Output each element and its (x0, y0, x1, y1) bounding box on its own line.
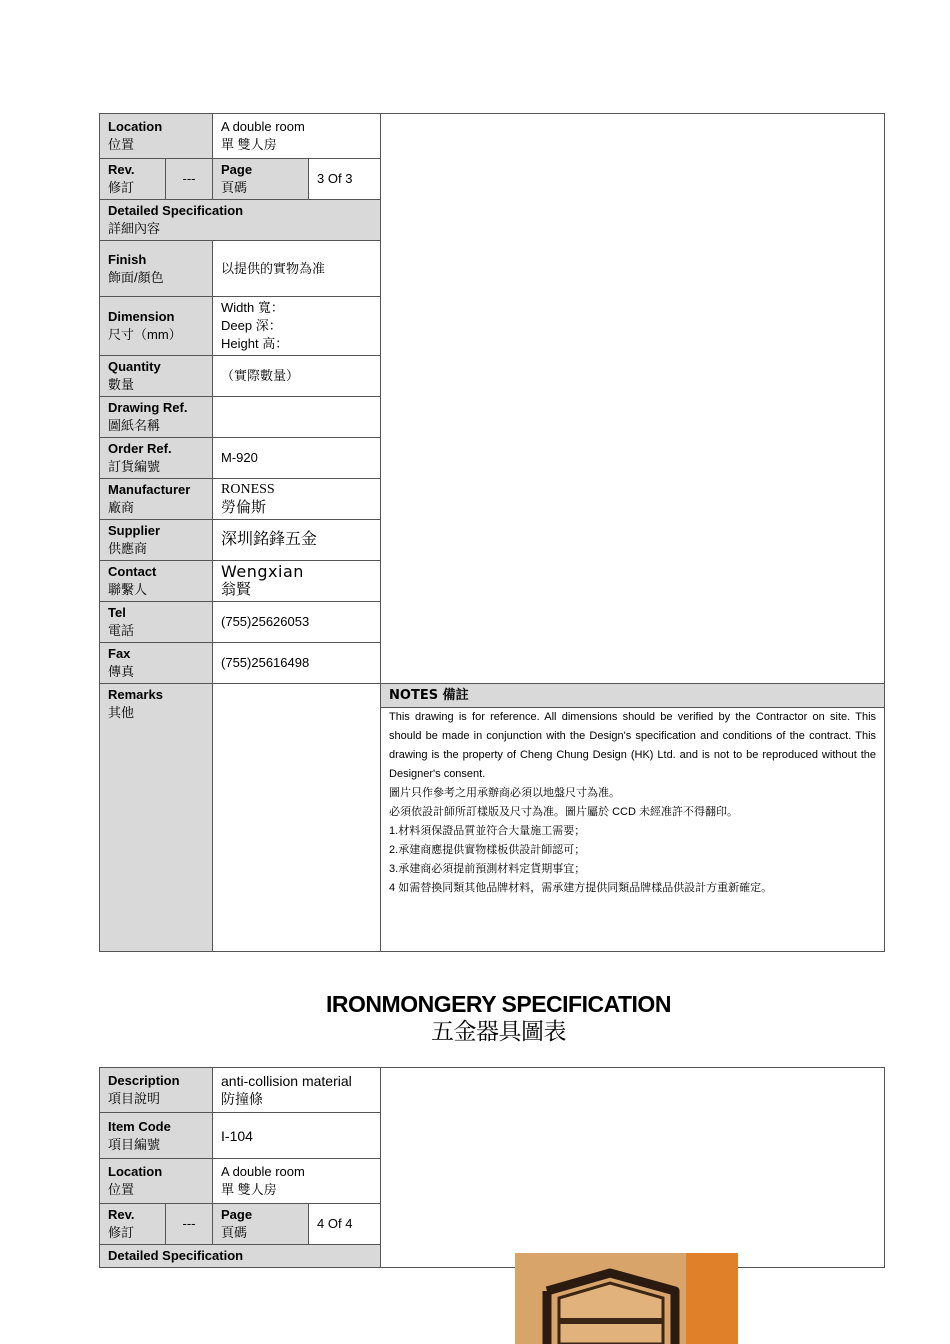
page-value: 3 Of 3 (309, 159, 381, 200)
notes-line: This drawing is for reference. All dimensions should be verified by the Contractor on site. This should be made in conjunction with the Design's specification and conditions of the contract. This drawing is the property of Cheng Chung Design (HK) Ltd. and is not to be reproduced without the Designer's consent. (389, 711, 877, 780)
spec-sheet-1 (99, 113, 885, 952)
drawing-ref-value (213, 397, 381, 438)
item-code-label: Item Code 項目編號 (100, 1113, 213, 1159)
notes-body (381, 708, 885, 952)
notes-line: 2.承建商應提供實物樣板供設計師認可； (389, 844, 586, 856)
tel-value: (755)25626053 (213, 602, 381, 643)
image-area-2 (381, 1068, 885, 1268)
order-ref-label: Order Ref. 訂貨編號 (100, 438, 213, 479)
location-label: Location 位置 (100, 114, 213, 159)
quantity-label: Quantity 數量 (100, 356, 213, 397)
fax-label: Fax 傳真 (100, 643, 213, 684)
rev-value-2: --- (166, 1204, 213, 1245)
remarks-label: Remarks 其他 (100, 684, 213, 952)
page-value-2: 4 Of 4 (309, 1204, 381, 1245)
notes-line: 1.材料須保證品質並符合大量施工需要； (389, 825, 586, 837)
dimension-height: Height 高： (221, 336, 289, 351)
page-label-2: Page 頁碼 (213, 1204, 309, 1245)
spec-sheet-2 (99, 1067, 885, 1268)
finish-value: 以提供的實物為准 (213, 241, 381, 297)
contact-label: Contact 聯繫人 (100, 561, 213, 602)
quantity-value: （實際數量） (213, 356, 381, 397)
supplier-value: 深圳銘鋒五金 (213, 520, 381, 561)
location-value: A double room 單 雙人房 (213, 114, 381, 159)
item-code-value: I-104 (213, 1113, 381, 1159)
product-photo (515, 1253, 738, 1344)
tel-label: Tel 電話 (100, 602, 213, 643)
remarks-value (213, 684, 381, 952)
image-area-1 (381, 114, 885, 684)
supplier-label: Supplier 供應商 (100, 520, 213, 561)
drawing-ref-label: Drawing Ref. 圖紙名稱 (100, 397, 213, 438)
notes-title: NOTES 備註 (381, 684, 885, 708)
notes-line: 圖片只作參考之用承辦商必須以地盤尺寸為准。 (389, 787, 621, 799)
notes-line: 4 如需替換同類其他品牌材料，需承建方提供同類品牌樣品供設計方重新確定。 (389, 882, 773, 894)
contact-value: Wengxian 翁賢 (213, 561, 381, 602)
location-label-2: Location 位置 (100, 1159, 213, 1204)
notes-line: 必須依設計師所訂樣版及尺寸為准。圖片屬於 CCD 未經准許不得翻印。 (389, 806, 738, 818)
order-ref-value: M-920 (213, 438, 381, 479)
rev-label-2: Rev. 修訂 (100, 1204, 166, 1245)
finish-label: Finish 飾面/顏色 (100, 241, 213, 297)
dimension-value (213, 297, 381, 356)
rev-value: --- (166, 159, 213, 200)
notes-line: 3.承建商必須提前預測材料定貨期事宜； (389, 863, 586, 875)
page-label: Page 頁碼 (213, 159, 309, 200)
description-label: Description 項目說明 (100, 1068, 213, 1113)
detailed-spec-header-2: Detailed Specification (100, 1245, 381, 1268)
dimension-deep: Deep 深： (221, 318, 282, 333)
fax-value: (755)25616498 (213, 643, 381, 684)
title-cn: 五金器具圖表 (431, 1019, 566, 1045)
page-title (0, 990, 950, 1046)
manufacturer-label: Manufacturer 廠商 (100, 479, 213, 520)
manufacturer-value: RONESS 勞倫斯 (213, 479, 381, 520)
dimension-width: Width 寬： (221, 300, 284, 315)
dimension-label: Dimension 尺寸（mm） (100, 297, 213, 356)
description-value: anti-collision material 防撞條 (213, 1068, 381, 1113)
detailed-spec-header: Detailed Specification 詳細內容 (100, 200, 381, 241)
location-value-2: A double room 單 雙人房 (213, 1159, 381, 1204)
rev-label: Rev. 修訂 (100, 159, 166, 200)
bumper-strip-image (515, 1253, 738, 1344)
title-en: IRONMONGERY SPECIFICATION (326, 991, 671, 1017)
